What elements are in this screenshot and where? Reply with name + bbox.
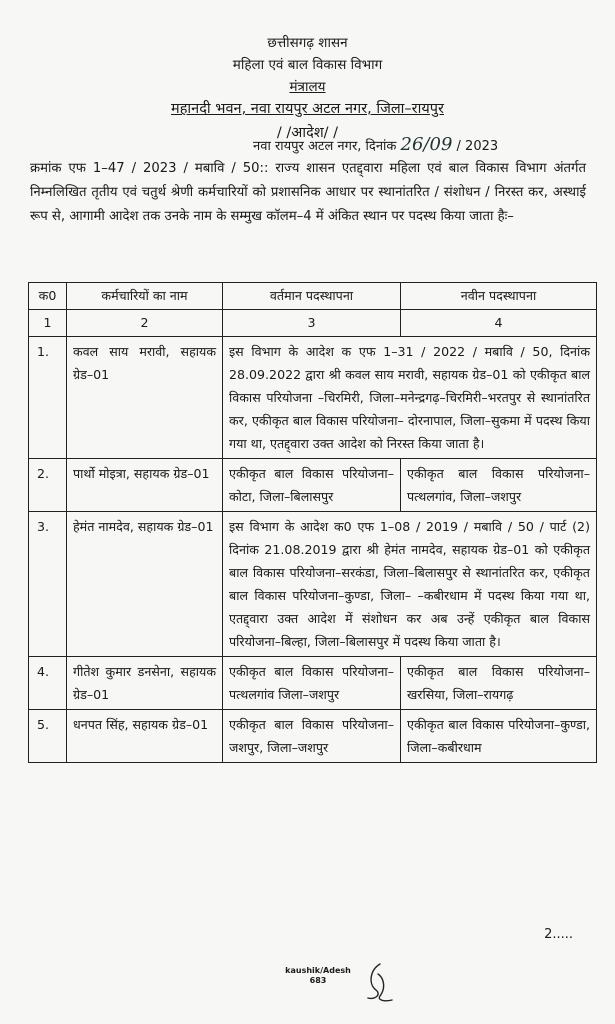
column-number: 1	[29, 310, 67, 337]
column-number: 4	[401, 310, 597, 337]
initials-line-1: kaushik/Adesh	[285, 966, 351, 975]
typist-initials	[268, 966, 368, 986]
letterhead	[0, 32, 615, 144]
row-serial: 4.	[29, 657, 67, 710]
row-employee-name: धनपत सिंह, सहायक ग्रेड–01	[67, 710, 223, 763]
date-year: / 2023	[456, 139, 499, 154]
row-new-posting: एकीकृत बाल विकास परियोजना–कुण्डा, जिला–कबीरधाम	[401, 710, 597, 763]
signature-mark	[360, 960, 400, 1006]
table-row	[29, 657, 597, 710]
table-row	[29, 710, 597, 763]
department-name: महिला एवं बाल विकास विभाग	[232, 57, 383, 73]
row-order-remark: इस विभाग के आदेश क0 एफ 1–08 / 2019 / मबावि / 50 / पार्ट (2) दिनांक 21.08.2019 द्वारा श्री हेमंत नामदेव, सहायक ग्रेड–01 को एकीकृत बाल विकास परियोजना–सरकंडा, जिला–बिलासपुर से स्थानांतरित कर, एकीकृत बाल विकास परियोजना–कुण्डा, जिला– –कबीरधाम में पदस्थ किया गया था, एतद्द्वारा उक्त आदेश में संशोधन कर अब उन्हें एकीकृत बाल विकास परियोजना–बिल्हा, जिला–बिलासपुर में पदस्थ किया जाता है।	[223, 512, 597, 657]
row-serial: 2.	[29, 459, 67, 512]
table-row	[29, 337, 597, 459]
row-current-posting: एकीकृत बाल विकास परियोजना–कोटा, जिला–बिलासपुर	[223, 459, 401, 512]
header-serial: क0	[29, 283, 67, 310]
row-serial: 3.	[29, 512, 67, 657]
table-column-number-row	[29, 310, 597, 337]
transfer-table	[28, 282, 597, 763]
order-body-text: क्रमांक एफ 1–47 / 2023 / मबावि / 50:: राज्य शासन एतद्द्वारा महिला एवं बाल विकास विभाग अंतर्गत निम्नलिखित तृतीय एवं चतुर्थ श्रेणी कर्मचारियों को प्रशासनिक आधार पर स्थानांतरित / संशोधन / निरस्त कर, अस्थाई रूप से, आगामी आदेश तक उनके नाम के सम्मुख कॉलम–4 में अंकित स्थान पर पदस्थ किया जाता हैः–	[30, 161, 586, 224]
initials-line-2: 683	[309, 976, 327, 985]
row-employee-name: गीतेश कुमार डनसेना, सहायक ग्रेड–01	[67, 657, 223, 710]
row-new-posting: एकीकृत बाल विकास परियोजना–खरसिया, जिला–रायगढ़	[401, 657, 597, 710]
row-serial: 5.	[29, 710, 67, 763]
order-title: / /आदेश/ /	[276, 125, 339, 141]
table-header-row	[29, 283, 597, 310]
row-new-posting: एकीकृत बाल विकास परियोजना–पत्थलगांव, जिला–जशपुर	[401, 459, 597, 512]
order-date	[253, 134, 498, 155]
next-page-indicator: 2.....	[544, 927, 573, 942]
column-number: 3	[223, 310, 401, 337]
row-current-posting: एकीकृत बाल विकास परियोजना–पत्थलगांव जिला–जशपुर	[223, 657, 401, 710]
column-number: 2	[67, 310, 223, 337]
date-prefix: नवा रायपुर अटल नगर, दिनांक	[253, 139, 397, 154]
table-row	[29, 459, 597, 512]
row-serial: 1.	[29, 337, 67, 459]
row-order-remark: इस विभाग के आदेश क एफ 1–31 / 2022 / मबावि / 50, दिनांक 28.09.2022 द्वारा श्री कवल साय मरावी, सहायक ग्रेड–01 को एकीकृत बाल विकास परियोजना –चिरमिरी, जिला–मनेन्द्रगढ़–चिरमिरी–भरतपुर से स्थानांतरित कर, एकीकृत बाल विकास परियोजना– दोरनापाल, जिला–सुकमा में पदस्थ किया गया था, एतद्द्वारा उक्त आदेश को निरस्त किया जाता है।	[223, 337, 597, 459]
row-employee-name: पार्थो मोइत्रा, सहायक ग्रेड–01	[67, 459, 223, 512]
date-handwritten: 26/09	[400, 134, 453, 155]
row-employee-name: कवल साय मरावी, सहायक ग्रेड–01	[67, 337, 223, 459]
row-employee-name: हेमंत नामदेव, सहायक ग्रेड–01	[67, 512, 223, 657]
state-name: छत्तीसगढ़ शासन	[267, 35, 348, 51]
office-address: महानदी भवन, नवा रायपुर अटल नगर, जिला–रायपुर	[171, 101, 444, 117]
header-current-posting: वर्तमान पदस्थापना	[223, 283, 401, 310]
row-current-posting: एकीकृत बाल विकास परियोजना–जशपुर, जिला–जशपुर	[223, 710, 401, 763]
office-name: मंत्रालय	[289, 79, 326, 95]
header-employee-name: कर्मचारियों का नाम	[67, 283, 223, 310]
header-new-posting: नवीन पदस्थापना	[401, 283, 597, 310]
table-row	[29, 512, 597, 657]
